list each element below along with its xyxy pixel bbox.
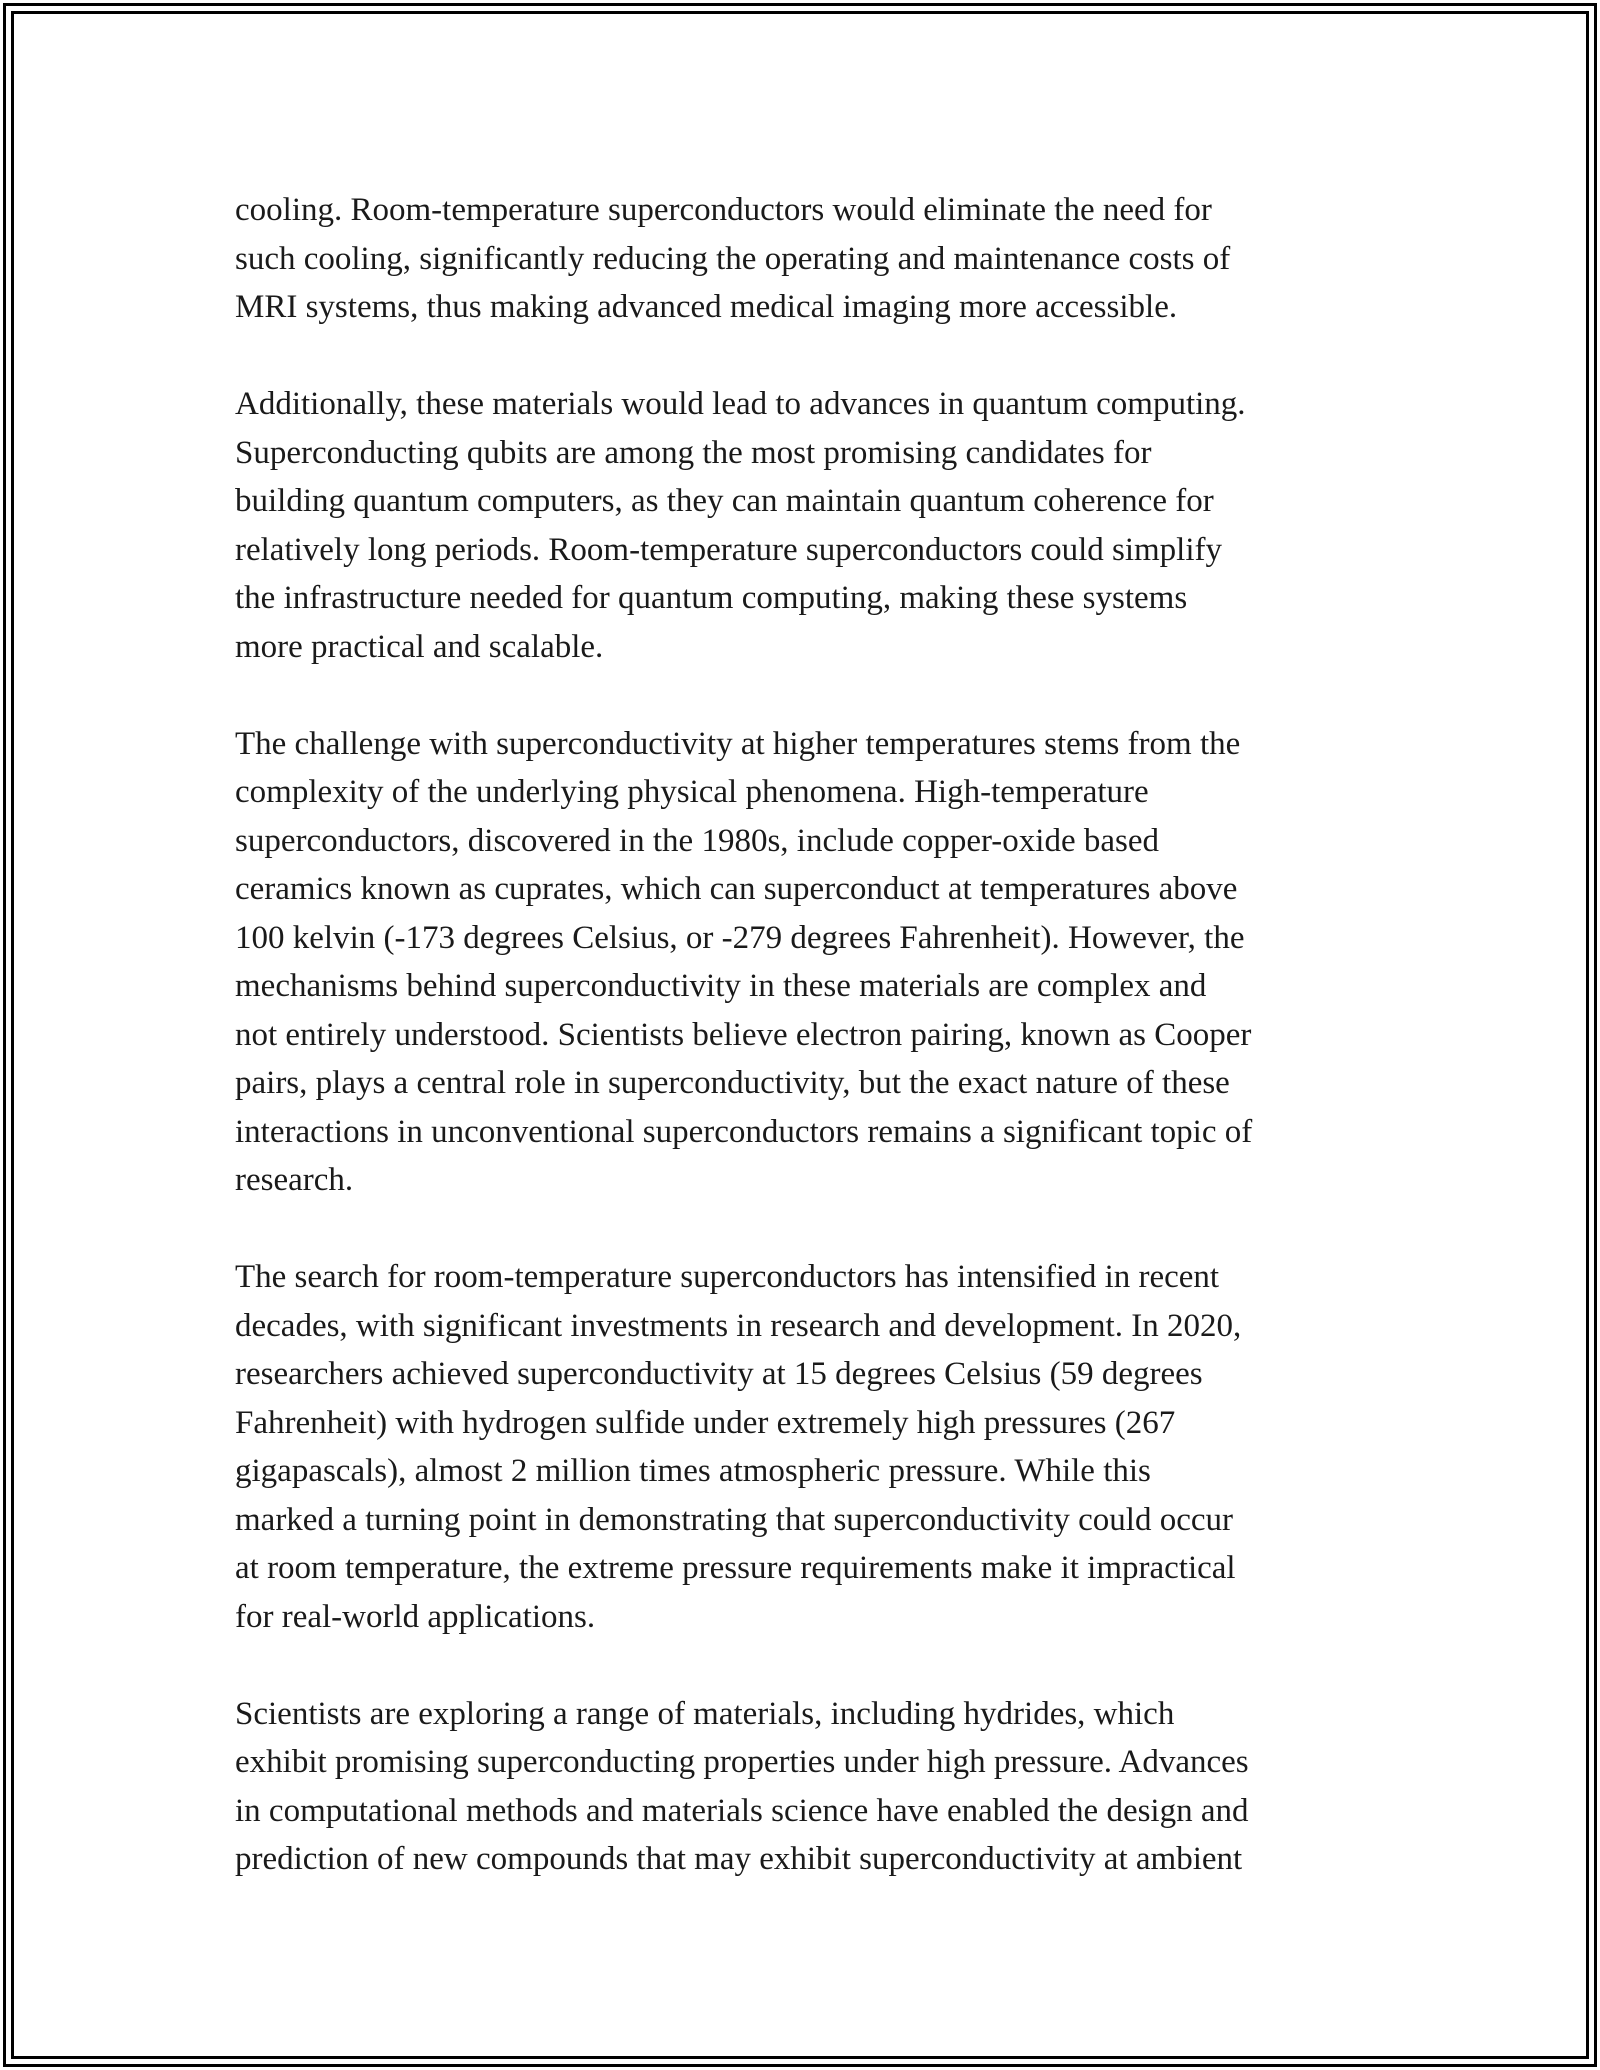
text-line: Fahrenheit) with hydrogen sulfide under extremely high pressures (267 [235,1404,1176,1441]
text-line: exhibit promising superconducting properties under high pressure. Advances [235,1744,1249,1780]
text-line: The challenge with superconductivity at higher temperatures stems from the [235,725,1241,762]
text-line: cooling. Room-temperature superconductors would eliminate the need for [235,192,1212,228]
text-line: Additionally, these materials would lead to advances in quantum computing. [235,386,1246,422]
text-line: MRI systems, thus making advanced medical imaging more accessible. [235,289,1178,325]
paragraph-1 [235,186,1375,332]
paragraph-3 [235,720,1375,1205]
paragraph-5 [235,1690,1375,1884]
text-line: the infrastructure needed for quantum computing, making these systems [235,580,1188,616]
text-line: Scientists are exploring a range of materials, including hydrides, which [235,1695,1175,1732]
text-line: not entirely understood. Scientists believe electron pairing, known as Cooper [235,1016,1252,1053]
text-line: in computational methods and materials science have enabled the design and [235,1792,1249,1829]
document-body [235,186,1375,1932]
paragraph-2 [235,380,1375,671]
text-line: marked a turning point in demonstrating that superconductivity could occur [235,1501,1234,1538]
paragraph-4 [235,1253,1375,1641]
text-line: pairs, plays a central role in superconductivity, but the exact nature of these [235,1065,1230,1101]
text-line: The search for room-temperature superconductors has intensified in recent [235,1259,1220,1295]
text-line: building quantum computers, as they can maintain quantum coherence for [235,483,1214,519]
text-line: at room temperature, the extreme pressure requirements make it impractical [235,1550,1236,1586]
text-line: decades, with significant investments in research and development. In 2020, [235,1307,1242,1344]
text-line: Superconducting qubits are among the most promising candidates for [235,434,1152,471]
text-line: gigapascals), almost 2 million times atmospheric pressure. While this [235,1453,1151,1489]
text-line: ceramics known as cuprates, which can superconduct at temperatures above [235,871,1238,907]
text-line: researchers achieved superconductivity at 15 degrees Celsius (59 degrees [235,1356,1203,1392]
text-line: 100 kelvin (-173 degrees Celsius, or -279 degrees Fahrenheit). However, the [235,919,1245,956]
text-line: interactions in unconventional superconductors remains a significant topic of [235,1113,1253,1150]
text-line: for real-world applications. [235,1598,596,1635]
text-line: such cooling, significantly reducing the operating and maintenance costs of [235,240,1231,277]
text-line: research. [235,1162,354,1198]
text-line: mechanisms behind superconductivity in these materials are complex and [235,968,1207,1004]
text-line: superconductors, discovered in the 1980s, include copper-oxide based [235,822,1159,859]
text-line: prediction of new compounds that may exhibit superconductivity at ambient [235,1841,1243,1877]
text-line: complexity of the underlying physical phenomena. High-temperature [235,774,1149,810]
text-line: more practical and scalable. [235,628,604,665]
text-line: relatively long periods. Room-temperature superconductors could simplify [235,531,1223,568]
